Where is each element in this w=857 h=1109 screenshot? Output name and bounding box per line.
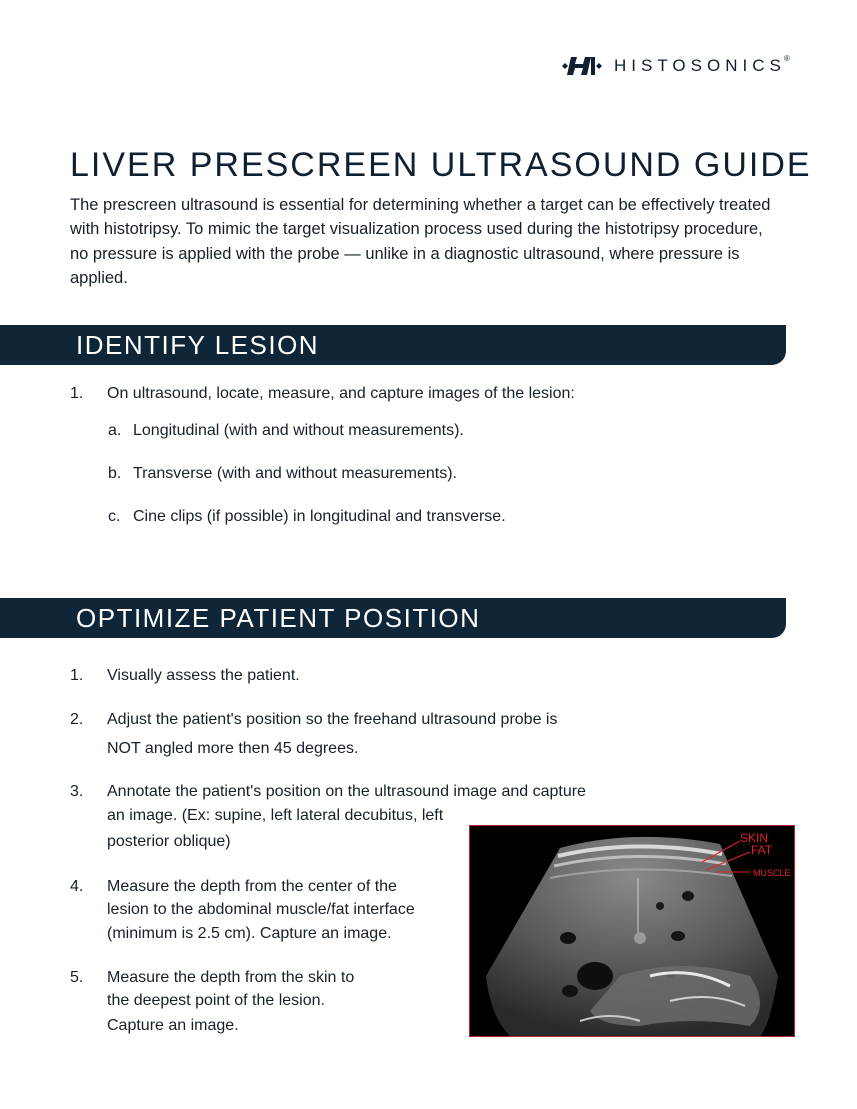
list-item-text: (minimum is 2.5 cm). Capture an image. [107,925,392,942]
sublist-item-text: Transverse (with and without measurements). [133,465,457,482]
list-number: 2. [70,711,84,728]
list-number: 3. [70,783,84,800]
list-item-text: Visually assess the patient. [107,667,300,684]
ultrasound-image [469,825,795,1037]
section-heading: OPTIMIZE PATIENT POSITION [76,603,481,633]
muscle-label: MUSCLE [753,868,791,878]
section-header-optimize-patient-position [0,598,786,638]
list-item-text: Capture an image. [107,1017,239,1034]
list-item-text: Adjust the patient's position so the freehand ultrasound probe is [107,711,558,728]
list-item-text: NOT angled more then 45 degrees. [107,740,359,757]
ultrasound-scan-graphic [470,826,794,1036]
section-heading: IDENTIFY LESION [76,330,320,360]
brand-name: HISTOSONICS [614,56,786,75]
list-item-text: On ultrasound, locate, measure, and capture images of the lesion: [107,385,575,402]
skin-label: SKIN [740,831,769,845]
list-item-text: the deepest point of the lesion. [107,992,325,1009]
sublist-letter: a. [108,422,122,439]
list-item-text: Measure the depth from the skin to [107,969,355,986]
list-number: 5. [70,969,84,986]
list-item-text: lesion to the abdominal muscle/fat interface [107,901,415,918]
intro-paragraph: The prescreen ultrasound is essential for determining whether a target can be effectively treated with histotripsy. To mimic the target visualization process used during the histotripsy procedure, no pressure is applied with the probe — unlike in a diagnostic ultrasound, where pressure is applied. [70,196,771,287]
sublist-letter: b. [108,465,122,482]
sublist-item-text: Longitudinal (with and without measurements). [133,422,464,439]
registered-mark: ® [783,53,790,63]
list-item-text: posterior oblique) [107,833,231,850]
page-title: LIVER PRESCREEN ULTRASOUND GUIDE [70,146,812,184]
histosonics-logo [562,54,790,78]
sublist-letter: c. [108,508,121,525]
fat-label: FAT [751,843,773,857]
list-number: 1. [70,667,84,684]
list-item-text: Measure the depth from the center of the [107,878,397,895]
list-number: 1. [70,385,84,402]
list-item-text: an image. (Ex: supine, left lateral decubitus, left [107,807,444,824]
section-header-identify-lesion [0,325,786,365]
sublist-item-text: Cine clips (if possible) in longitudinal and transverse. [133,508,506,525]
list-item-text: Annotate the patient's position on the ultrasound image and capture [107,783,586,800]
list-number: 4. [70,878,84,895]
histosonics-logo-icon [562,54,602,78]
